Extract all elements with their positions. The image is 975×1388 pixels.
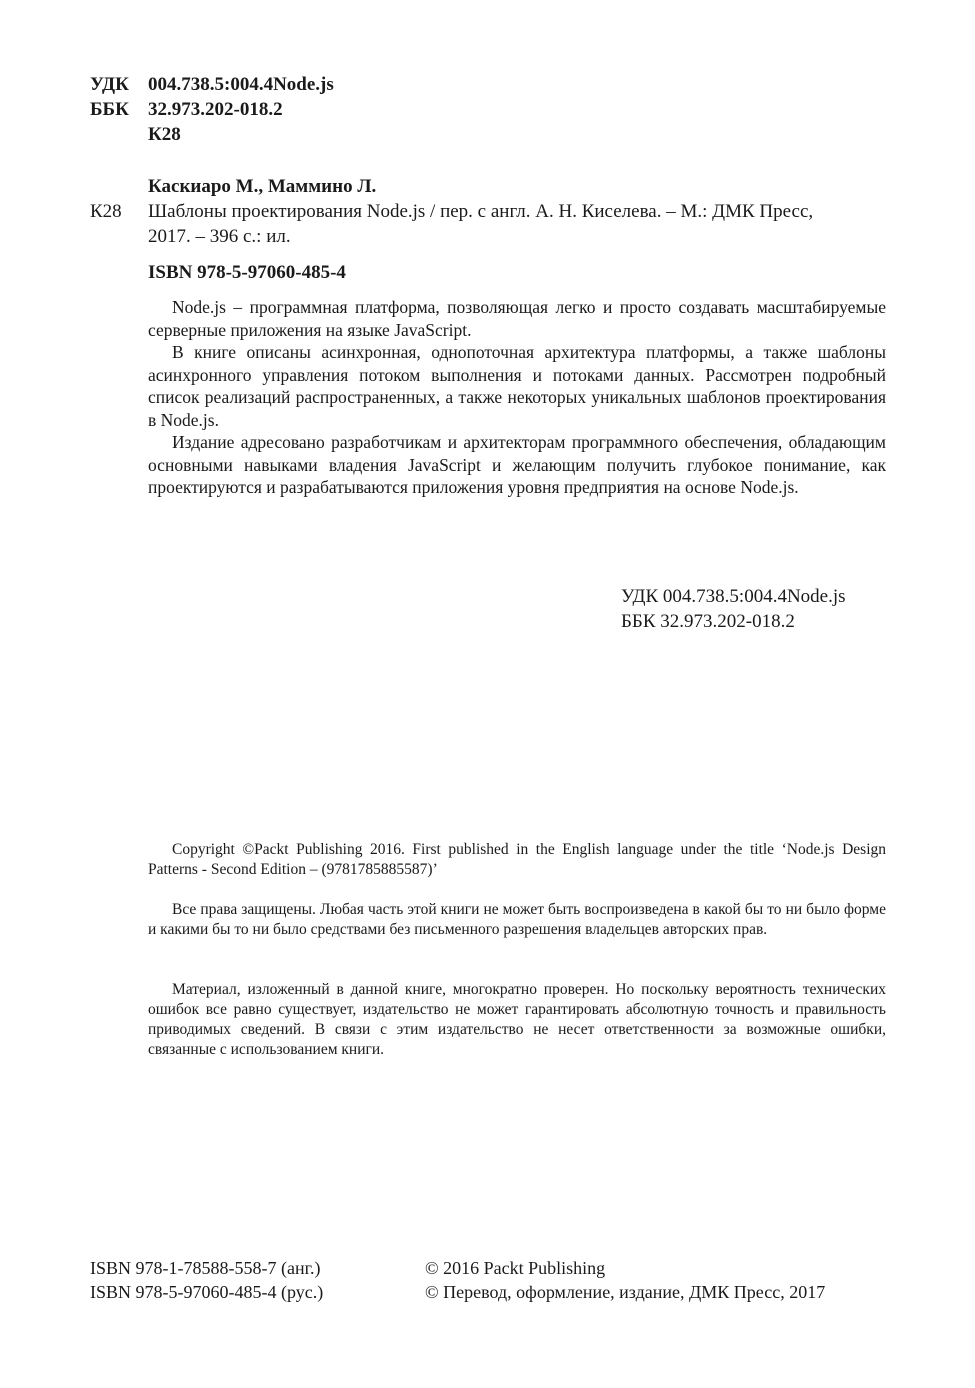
bibliographic-title-line: Шаблоны проектирования Node.js / пер. с англ. А. Н. Киселева. – М.: ДМК Пресс, bbox=[148, 201, 814, 222]
bbk-label: ББК bbox=[90, 99, 129, 120]
isbn-russian: ISBN 978-5-97060-485-4 (рус.) bbox=[90, 1282, 324, 1302]
rights-notice: Все права защищены. Любая часть этой книги не может быть воспроизведена в какой бы то ни было форме и какими бы то ни было средствами без письменного разрешения владельцев авторских прав. bbox=[148, 901, 886, 938]
disclaimer-notice: Материал, изложенный в данной книге, многократно проверен. Но поскольку вероятность технических ошибок все равно существует, издательство не может гарантировать абсолютную точность и правильность приводимых сведений. В связи с этим издательство не несет ответственности за возможные ошибки, связанные с использованием книги. bbox=[148, 981, 886, 1058]
copyright-dmk: © Перевод, оформление, издание, ДМК Пресс, 2017 bbox=[425, 1282, 826, 1302]
authors: Каскиаро М., Маммино Л. bbox=[148, 176, 377, 197]
annotation-paragraph-1: Node.js – программная платформа, позволяющая легко и просто создавать масштабируемые серверные приложения на языке JavaScript. bbox=[148, 297, 886, 340]
udk-value: 004.738.5:004.4Node.js bbox=[148, 74, 334, 95]
author-mark: К28 bbox=[148, 124, 181, 145]
bibliographic-imprint-line: 2017. – 396 с.: ил. bbox=[148, 226, 291, 247]
bbk-right: ББК 32.973.202-018.2 bbox=[621, 611, 795, 632]
udk-label: УДК bbox=[90, 74, 129, 95]
isbn-english: ISBN 978-1-78588-558-7 (анг.) bbox=[90, 1258, 321, 1278]
bbk-value: 32.973.202-018.2 bbox=[148, 99, 283, 120]
annotation-paragraph-3: Издание адресовано разработчикам и архитекторам программного обеспечения, обладающим основными навыками владения JavaScript и желающим получить глубокое понимание, как проектируются и разрабатываются приложения уровня предприятия на основе Node.js. bbox=[148, 432, 886, 497]
copyright-notice: Copyright ©Packt Publishing 2016. First published in the English language under the title ‘Node.js Design Patterns - Second Edition – (9781785885587)’ bbox=[148, 841, 886, 878]
udk-right: УДК 004.738.5:004.4Node.js bbox=[621, 586, 846, 607]
copyright-packt: © 2016 Packt Publishing bbox=[425, 1258, 606, 1278]
annotation-paragraph-2: В книге описаны асинхронная, однопоточная архитектура платформы, а также шаблоны асинхронного управления потоком выполнения и потоками данных. Рассмотрен подробный список реализаций распространенных, а также некоторых уникальных шаблонов проектирования в Node.js. bbox=[148, 342, 886, 430]
isbn-main: ISBN 978-5-97060-485-4 bbox=[148, 262, 346, 283]
margin-author-mark: К28 bbox=[90, 201, 122, 222]
